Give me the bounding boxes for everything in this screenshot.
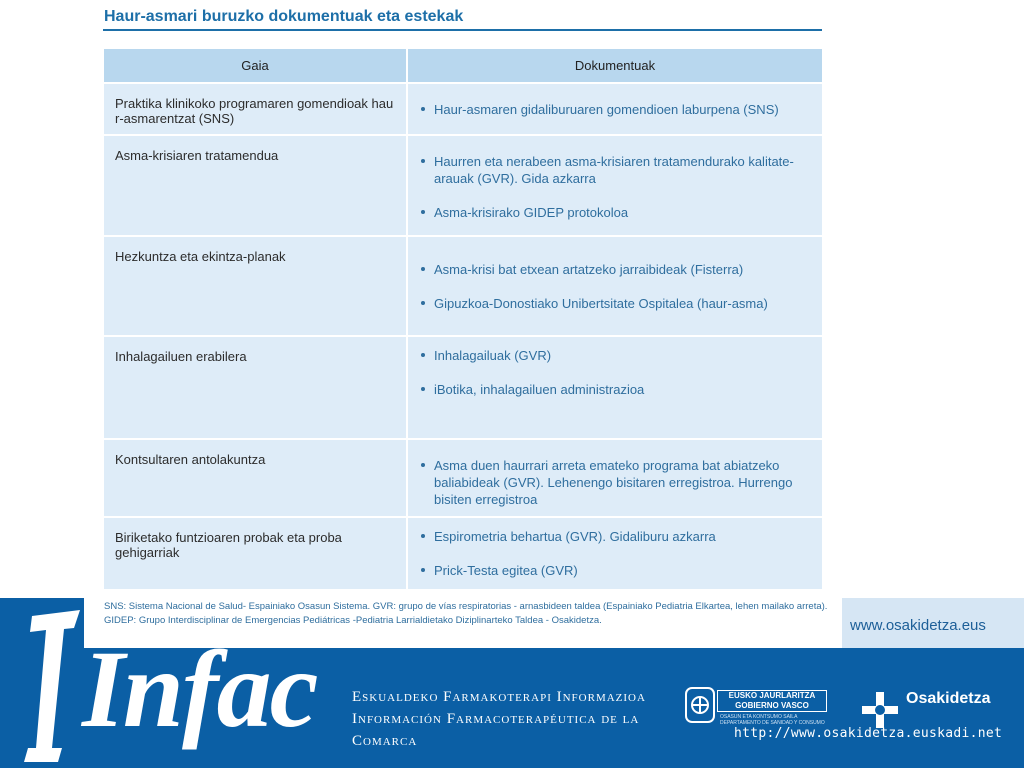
column-header-topic: Gaia <box>104 49 407 83</box>
osakidetza-name: Osakidetza <box>906 690 991 707</box>
table-row <box>104 336 822 439</box>
table-header-row <box>104 49 822 83</box>
document-link[interactable]: Asma duen haurrari arreta emateko programa bat abiatzeko baliabideak (GVR). Lehenengo bisitaren erregistroa. Hurrengo bisiten erregistroa <box>418 457 812 508</box>
topic-cell: Kontsultaren antolakuntza <box>104 439 407 517</box>
infac-logo <box>22 598 342 768</box>
document-link[interactable]: iBotika, inhalagailuen administrazioa <box>418 381 812 398</box>
documents-cell <box>407 439 822 517</box>
documents-cell <box>407 517 822 589</box>
topic-cell: Hezkuntza eta ekintza-planak <box>104 236 407 336</box>
topic-cell: Inhalagailuen erabilera <box>104 336 407 439</box>
document-link[interactable]: Haurren eta nerabeen asma-krisiaren tratamendurako kalitate-arauak (GVR). Gida azkarra <box>418 153 812 187</box>
table-row <box>104 439 822 517</box>
table-row <box>104 83 822 135</box>
region-title-eu: Eskualdeko Farmakoterapi Informazioa <box>352 689 646 705</box>
region-title <box>352 686 672 752</box>
infac-logo-text: Infac <box>82 628 317 750</box>
documents-table <box>104 49 822 589</box>
table-row <box>104 517 822 589</box>
site-url-link[interactable]: www.osakidetza.eus <box>850 617 986 634</box>
document-link[interactable]: Asma-krisirako GIDEP protokoloa <box>418 204 812 221</box>
table-row <box>104 135 822 236</box>
topic-cell: Asma-krisiaren tratamendua <box>104 135 407 236</box>
documents-cell <box>407 135 822 236</box>
document-link[interactable]: Prick-Testa egitea (GVR) <box>418 562 812 579</box>
column-header-documents: Dokumentuak <box>407 49 822 83</box>
footnote-sns: SNS: Sistema Nacional de Salud- Espainiako Osasun Sistema. GVR: grupo de vías respiratorias - arnasbideen taldea (Espainiako Pediatria Elkartea, lehen mailako arreta). <box>104 601 828 612</box>
documents-cell <box>407 83 822 135</box>
topic-cell: Biriketako funtzioaren probak eta proba gehigarriak <box>104 517 407 589</box>
footnote-gidep: GIDEP: Grupo Interdisciplinar de Emergencias Pediátricas -Pediatria Larrialdietako Diziplinarteko Taldea - Osakidetza. <box>104 615 602 626</box>
gobierno-vasco-label: EUSKO JAURLARITZA GOBIERNO VASCO <box>717 690 827 712</box>
region-title-es: Información Farmacoterapéutica de la Comarca <box>352 711 640 749</box>
documents-cell <box>407 236 822 336</box>
bottom-url-link[interactable]: http://www.osakidetza.euskadi.net <box>734 726 1003 741</box>
document-link[interactable]: Inhalagailuak (GVR) <box>418 347 812 364</box>
documents-cell <box>407 336 822 439</box>
document-link[interactable]: Haur-asmaren gidaliburuaren gomendioen laburpena (SNS) <box>418 101 812 118</box>
title-underline <box>103 29 822 31</box>
gobierno-vasco-department: OSASUN ETA KONTSUMO SAILA DEPARTAMENTO DE SANIDAD Y CONSUMO <box>720 714 825 726</box>
topic-cell: Praktika klinikoko programaren gomendioak hau r-asmarentzat (SNS) <box>104 83 407 135</box>
table-row <box>104 236 822 336</box>
page-title: Haur-asmari buruzko dokumentuak eta estekak <box>104 8 464 25</box>
document-link[interactable]: Gipuzkoa-Donostiako Unibertsitate Ospitalea (haur-asma) <box>418 295 812 312</box>
document-link[interactable]: Espirometria behartua (GVR). Gidaliburu azkarra <box>418 528 812 545</box>
document-link[interactable]: Asma-krisi bat etxean artatzeko jarraibideak (Fisterra) <box>418 261 812 278</box>
